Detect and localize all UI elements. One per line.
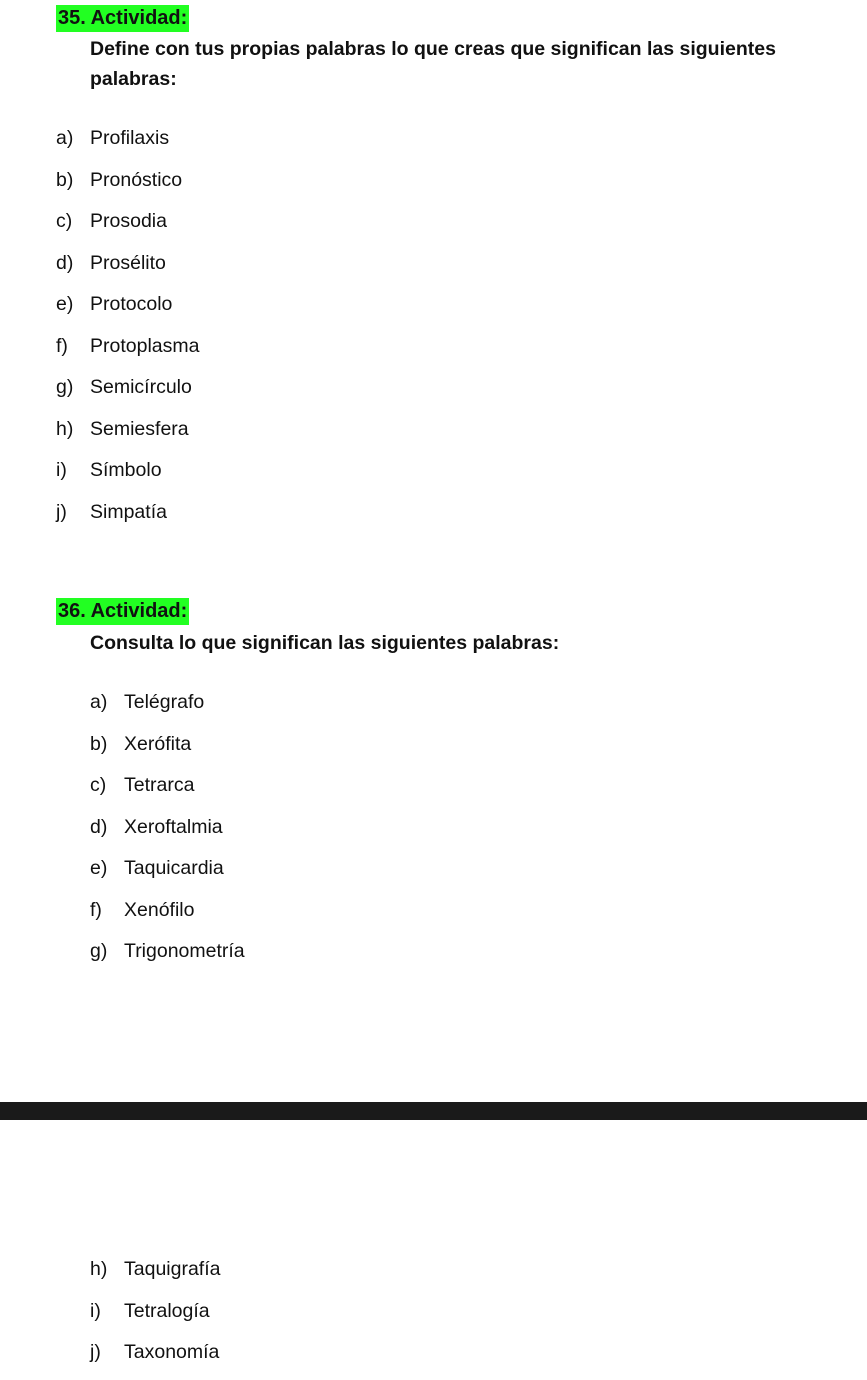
section-36-instruction: Consulta lo que significan las siguientes palabras: (90, 632, 560, 654)
section-35-heading: 35. Actividad: (56, 5, 189, 32)
document-page-bottom: h) Taquigrafía i) Tetralogía j) Taxonomía (0, 1120, 867, 1380)
section-36-heading: 36. Actividad: (56, 598, 189, 625)
document-page-top: 35. Actividad: Define con tus propias palabras lo que creas que significan las siguientes palabras: a) Profilaxis b) Pronóstico c) Prosodia d) Prosélito e) Protocolo f) Protoplasma g) Semicírculo h) Semiesfera i) Símbolo j) Simpatía 36. Actividad: Consulta lo que significan las siguientes palabras: a) Telégrafo b) Xerófita c) Tetrarca d) Xeroftalmia e) Taquicardia f) Xenófilo g) Trigonometría (0, 0, 867, 1102)
section-35-instruction: Define con tus propias palabras lo que creas que significan las siguientes palabras: (90, 38, 776, 90)
page-break-bar (0, 1102, 867, 1120)
